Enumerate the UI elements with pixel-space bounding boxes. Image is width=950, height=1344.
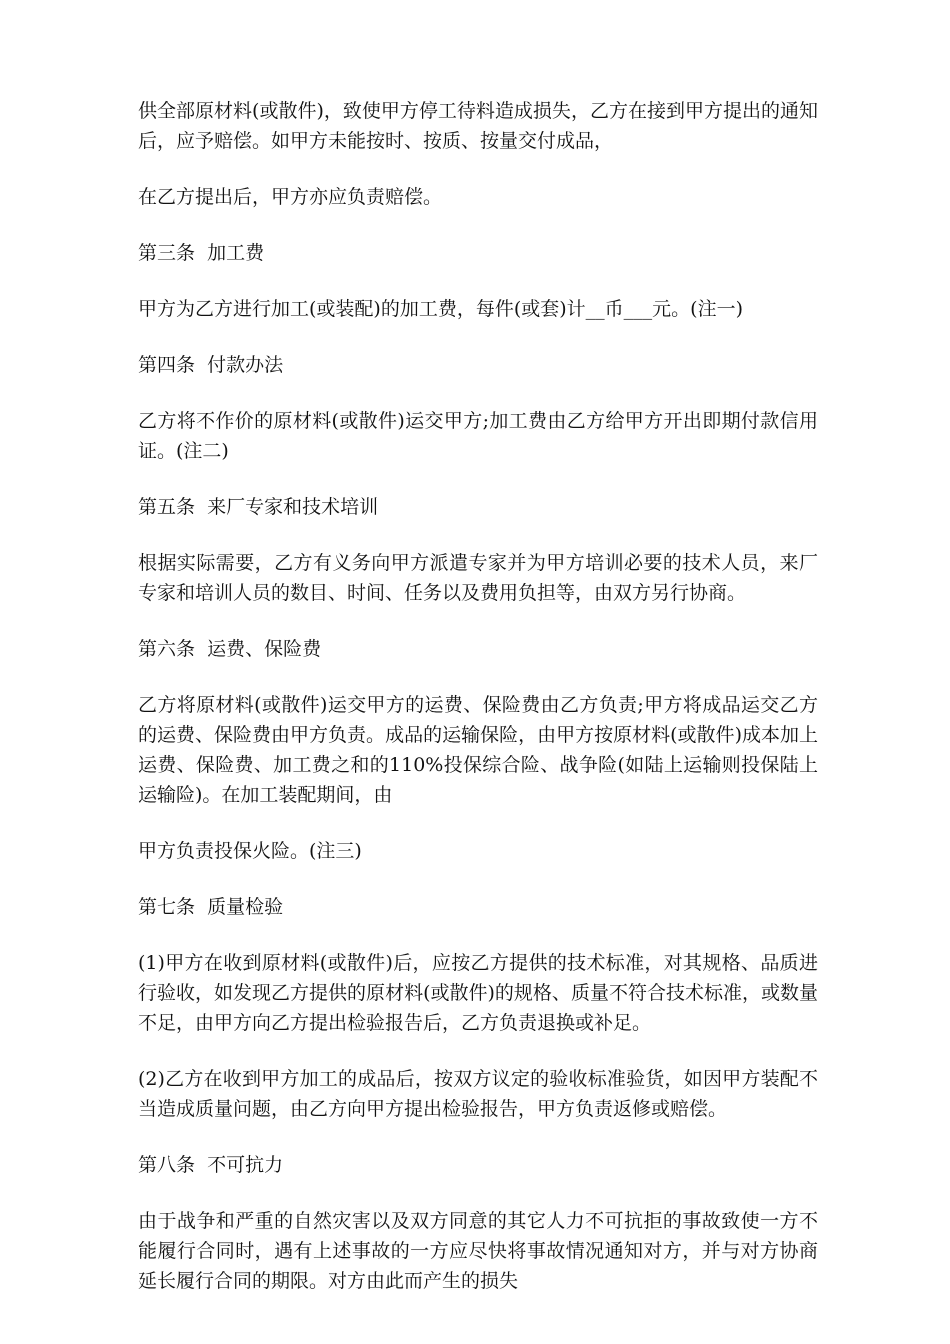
heading-article-8: 第八条 不可抗力 [138, 1154, 284, 1176]
heading-article-3: 第三条 加工费 [138, 242, 265, 264]
paragraph-compensation-end: 在乙方提出后，甲方亦应负责赔偿。 [138, 186, 443, 208]
heading-article-7: 第七条 质量检验 [138, 896, 284, 918]
paragraph-inspection-2: (2)乙方在收到甲方加工的成品后，按双方议定的验收标准验货，如因甲方装配不当造成质量问题，由乙方向甲方提出检验报告，甲方负责返修或赔偿。 [138, 1068, 818, 1120]
paragraph-freight-insurance: 乙方将原材料(或散件)运交甲方的运费、保险费由乙方负责;甲方将成品运交乙方的运费、保险费由甲方负责。成品的运输保险，由甲方按原材料(或散件)成本加上运费、保险费、加工费之和的110%投保综合险、战争险(如陆上运输则投保陆上运输险)。在加工装配期间，由 [138, 694, 818, 806]
paragraph-fire-insurance: 甲方负责投保火险。(注三) [138, 840, 362, 862]
document-body [138, 96, 818, 1318]
paragraph-payment-method: 乙方将不作价的原材料(或散件)运交甲方;加工费由乙方给甲方开出即期付款信用证。(注二) [138, 410, 818, 462]
paragraph-inspection-1: (1)甲方在收到原材料(或散件)后，应按乙方提供的技术标准，对其规格、品质进行验收，如发现乙方提供的原材料(或散件)的规格、质量不符合技术标准，或数量不足，由甲方向乙方提出检验报告后，乙方负责退换或补足。 [138, 952, 818, 1034]
heading-article-4: 第四条 付款办法 [138, 354, 284, 376]
paragraph-force-majeure: 由于战争和严重的自然灾害以及双方同意的其它人力不可抗拒的事故致使一方不能履行合同时，遇有上述事故的一方应尽快将事故情况通知对方，并与对方协商延长履行合同的期限。对方由此而产生的损失 [138, 1210, 818, 1292]
paragraph-compensation-continued: 供全部原材料(或散件)，致使甲方停工待料造成损失，乙方在接到甲方提出的通知后，应予赔偿。如甲方未能按时、按质、按量交付成品， [138, 100, 818, 152]
heading-article-5: 第五条 来厂专家和技术培训 [138, 496, 379, 518]
paragraph-processing-fee: 甲方为乙方进行加工(或装配)的加工费，每件(或套)计__币___元。(注一) [138, 298, 743, 320]
heading-article-6: 第六条 运费、保险费 [138, 638, 322, 660]
paragraph-experts-training: 根据实际需要，乙方有义务向甲方派遣专家并为甲方培训必要的技术人员，来厂专家和培训人员的数目、时间、任务以及费用负担等，由双方另行协商。 [138, 552, 818, 604]
